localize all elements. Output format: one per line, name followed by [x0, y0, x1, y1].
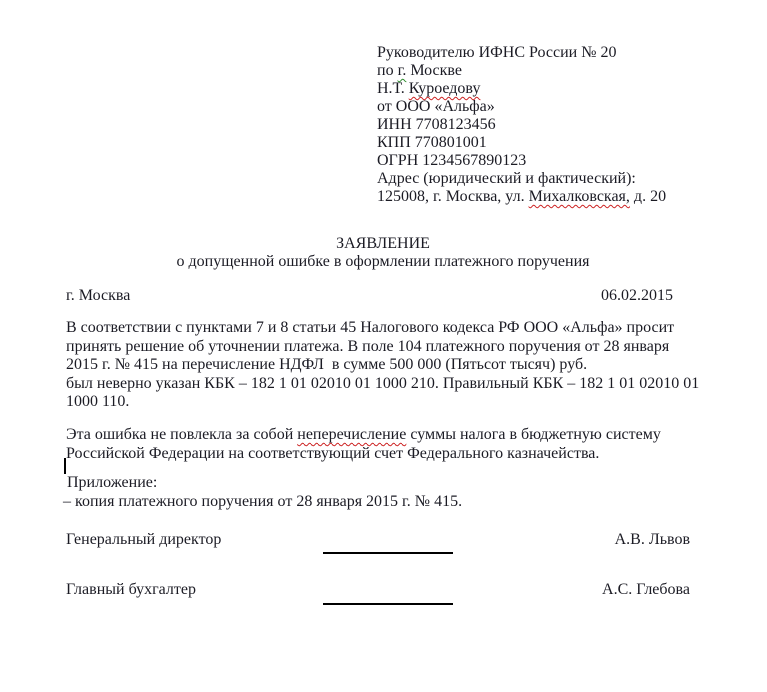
text-line: [377, 188, 666, 206]
text-line: [377, 152, 666, 170]
text-segment: Приложение:: [63, 474, 158, 491]
text-line: [63, 493, 462, 512]
text-segment: ОГРН 1234567890123: [377, 152, 527, 169]
text-segment: д. 20: [629, 188, 667, 205]
signature-title: Главный бухгалтер: [66, 581, 196, 598]
title-block[interactable]: [66, 235, 700, 271]
text-line: [377, 98, 666, 116]
attachment-item[interactable]: [63, 493, 462, 512]
note-paragraph[interactable]: [66, 426, 661, 463]
text-caret: [64, 458, 66, 474]
text-segment: – копия платежного поручения от 28 января 2015 г. № 415.: [63, 493, 463, 510]
text-segment: Н.Т.: [377, 80, 409, 97]
misspelled-word: неперечисление: [297, 426, 407, 443]
signature-row-accountant[interactable]: [66, 581, 700, 607]
misspelled-word: Куроедову: [408, 80, 481, 97]
text-segment: КПП 770801001: [377, 134, 487, 151]
text-line: [377, 44, 666, 62]
dateline[interactable]: [66, 287, 700, 306]
signature-title: Генеральный директор: [66, 531, 222, 548]
text-line: [66, 393, 699, 412]
grammar-flagged-word: г.: [397, 62, 407, 79]
text-segment: Российской Федерации на соответствующий счет Федерального казначейства.: [66, 444, 600, 462]
text-line: [66, 375, 699, 394]
main-paragraph[interactable]: [66, 319, 699, 412]
text-segment: В соответствии с пунктами 7 и 8 статьи 45 Налогового кодекса РФ ООО «Альфа» просит: [66, 319, 675, 336]
text-segment: от ООО «Альфа»: [377, 98, 495, 115]
attachment-heading[interactable]: [63, 474, 157, 493]
recipient-address-block[interactable]: [377, 44, 666, 206]
text-line: [66, 319, 699, 338]
text-line: [377, 116, 666, 134]
text-line: [66, 445, 661, 464]
text-line: [66, 338, 699, 357]
signature-name: А.В. Львов: [614, 531, 690, 548]
text-segment: Адрес (юридический и фактический):: [377, 170, 636, 187]
text-line: [66, 356, 699, 375]
date-label: 06.02.2015: [601, 287, 673, 304]
document-subtitle: о допущенной ошибке в оформлении платежного поручения: [176, 253, 590, 270]
signature-line: [323, 603, 453, 605]
text-segment: Москве: [406, 62, 462, 79]
text-segment: Эта ошибка не повлекла за собой: [66, 426, 298, 443]
signature-line: [323, 552, 453, 554]
text-segment: 2015 г. № 415 на перечисление НДФЛ в сумме 500 000 (Пятьсот тысяч) руб.: [66, 356, 588, 373]
text-segment: 1000 110.: [66, 393, 130, 410]
city-label: г. Москва: [66, 287, 131, 304]
text-segment: Руководителю ИФНС России № 20: [377, 44, 617, 61]
signature-name: А.С. Глебова: [602, 581, 690, 598]
text-segment: по: [377, 62, 398, 79]
text-segment: суммы налога в бюджетную систему: [406, 426, 661, 443]
text-line: [66, 426, 661, 445]
text-segment: 125008, г. Москва, ул.: [377, 188, 529, 205]
text-line: [63, 474, 157, 493]
text-line: [377, 170, 666, 188]
text-line: [377, 80, 666, 98]
signature-row-director[interactable]: [66, 531, 700, 557]
text-line: [377, 134, 666, 152]
misspelled-word: Михалковская,: [528, 188, 630, 205]
document-title: ЗАЯВЛЕНИЕ: [336, 235, 430, 252]
text-segment: принять решение об уточнении платежа. В поле 104 платежного поручения от 28 января: [66, 337, 670, 355]
text-segment: был неверно указан КБК – 182 1 01 02010 01 1000 210. Правильный КБК – 182 1 01 02010 01: [66, 374, 700, 392]
text-segment: ИНН 7708123456: [377, 116, 496, 133]
text-line: [377, 62, 666, 80]
